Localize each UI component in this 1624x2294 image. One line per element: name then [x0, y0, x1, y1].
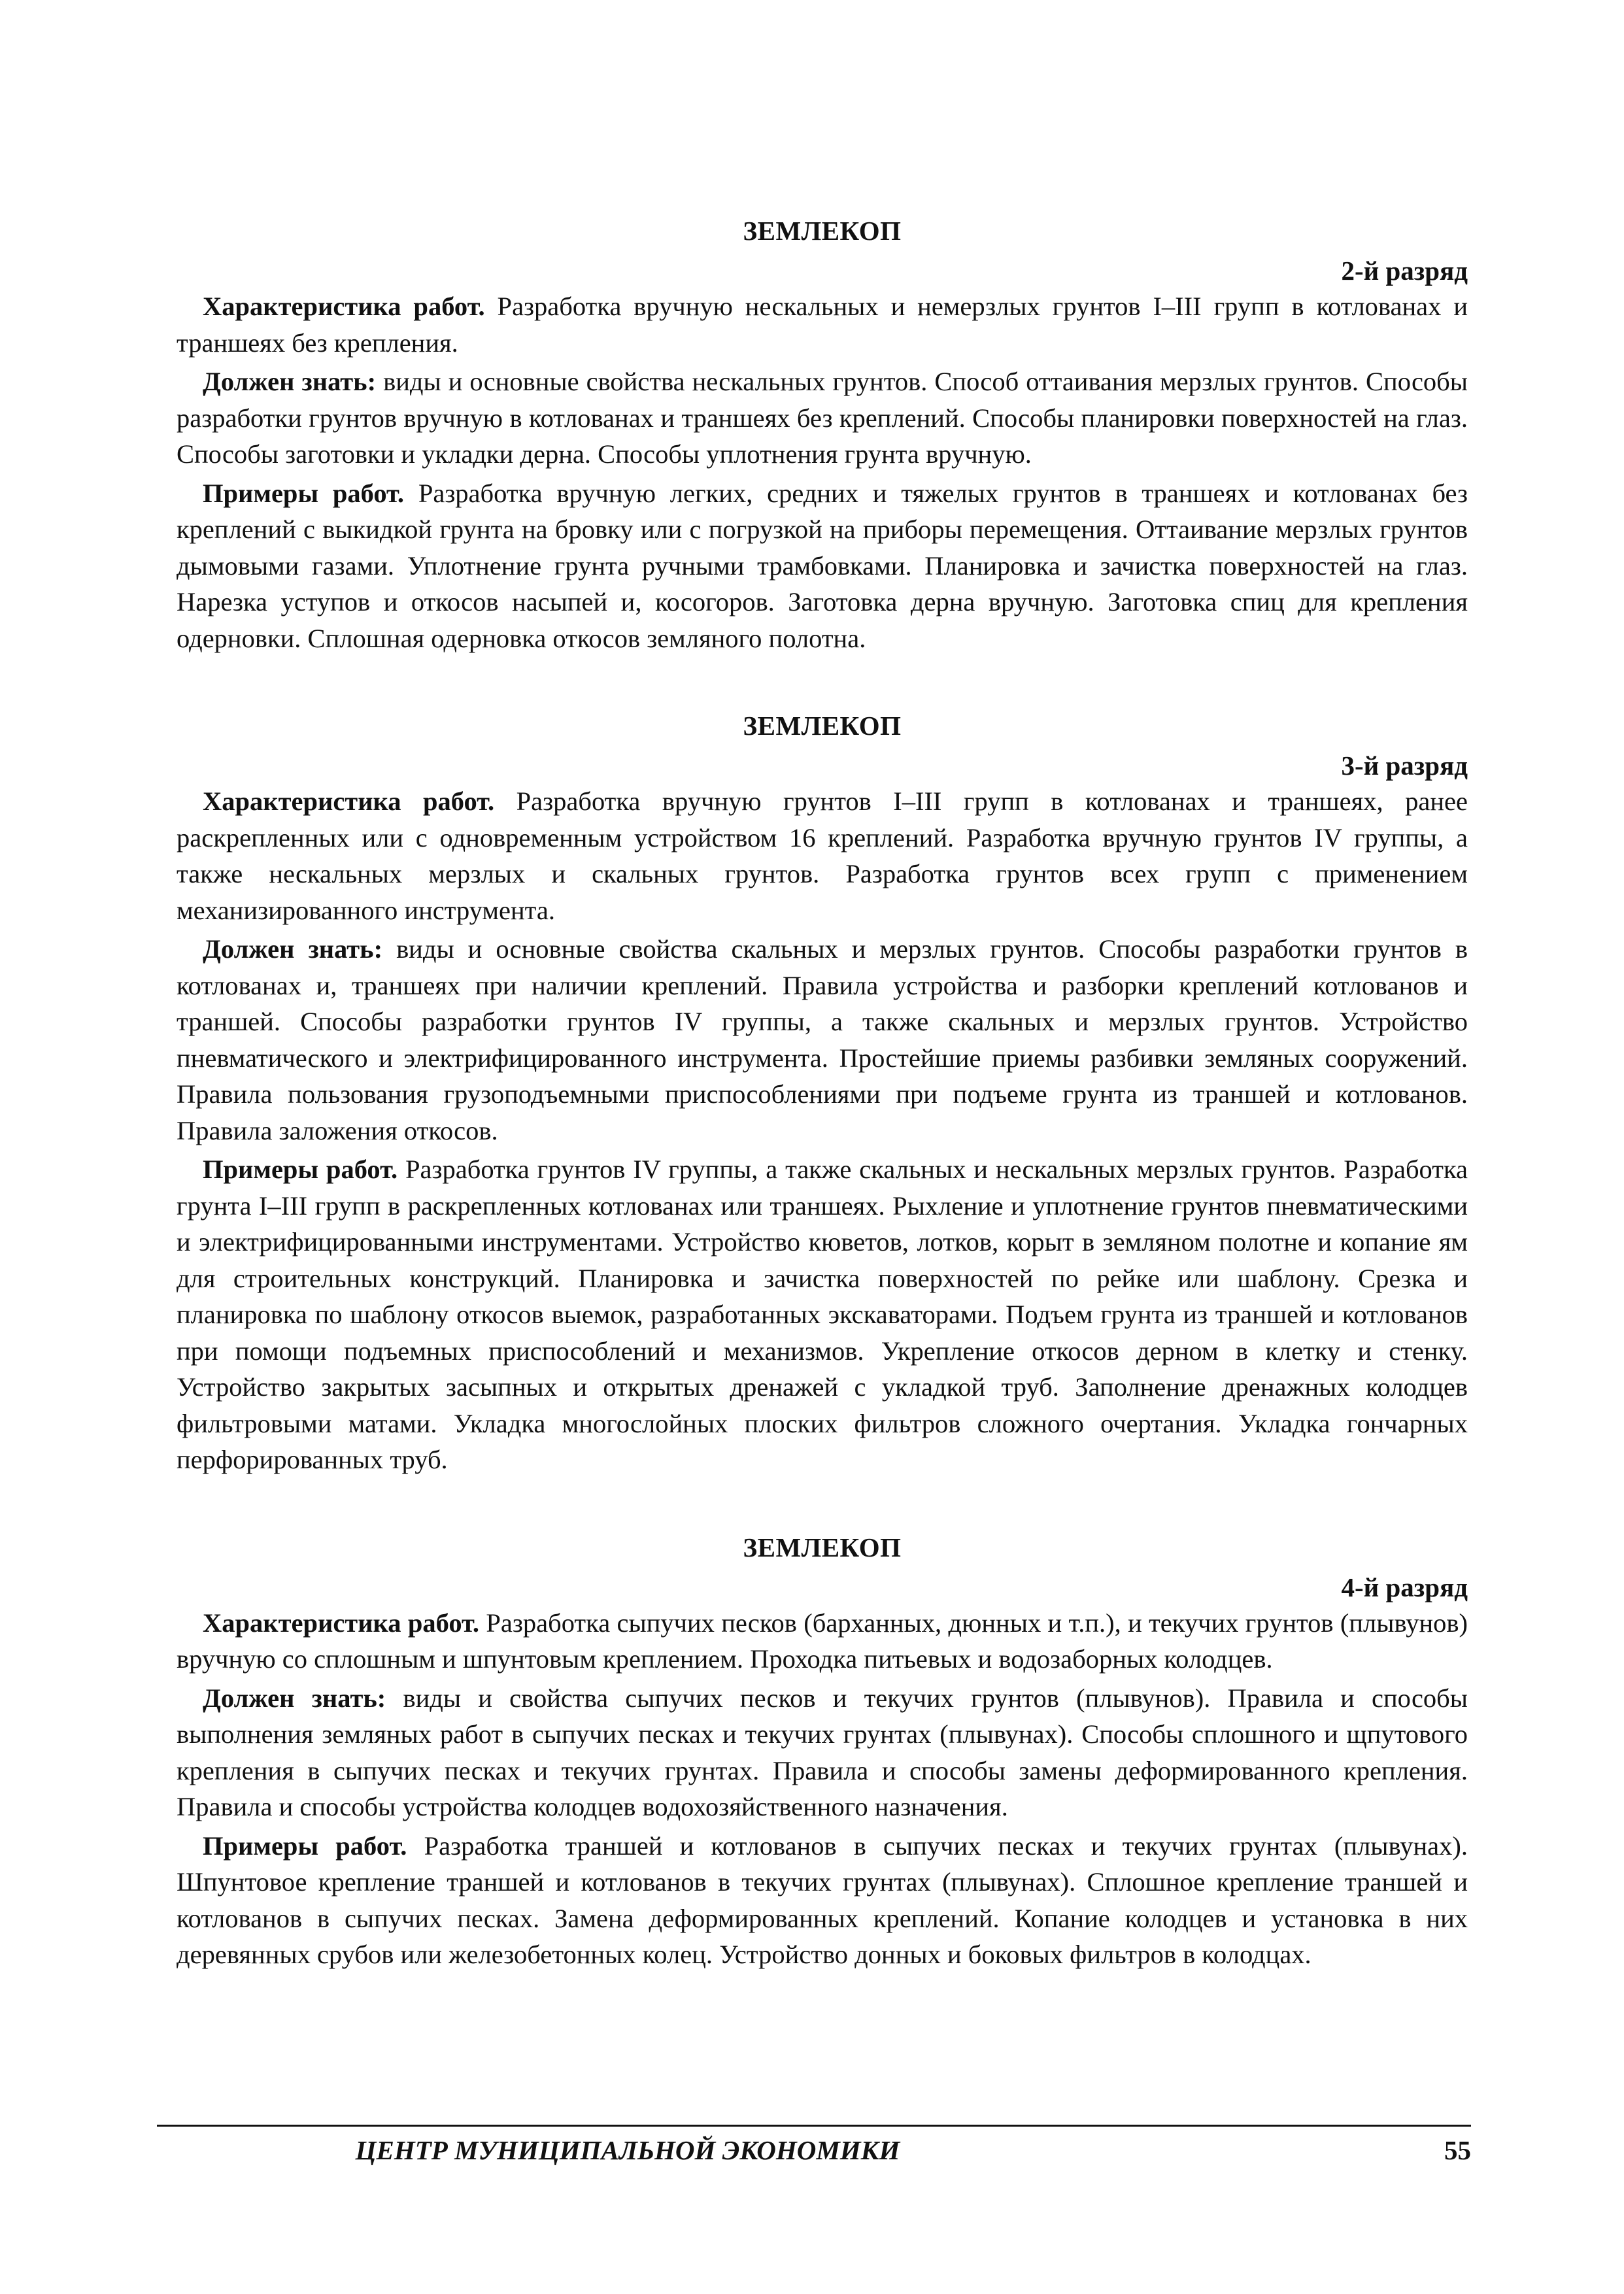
- paragraph-work-examples: [177, 475, 1468, 657]
- paragraph-text: виды и основные свойства нескальных грунтов. Способ оттаивания мерзлых грунтов. Способы разработки грунтов вручную в котлованах и траншеях без креплений. Способы планировки поверхностей на глаз. Способы заготовки и укладки дерна. Способы уплотнения грунта вручную.: [177, 367, 1468, 469]
- paragraph-text: Разработка грунтов IV группы, а также скальных и нескальных мерзлых грунтов. Разработка грунта I–III групп в раскрепленных котлованах или траншеях. Рыхление и уплотнение грунтов пневматическими и электрифицированными инструментами. Устройство кюветов, лотков, корыт в земляном полотне и копание ям для строительных конструкций. Планировка и зачистка поверхностей по рейке или шаблону. Срезка и планировка по шаблону откосов выемок, разработанных экскаваторами. Подъем грунта из траншей и котлованов при помощи подъемных приспособлений и механизмов. Укрепление откосов дерном в клетку и стенку. Устройство закрытых засыпных и открытых дренажей с укладкой труб. Заполнение дренажных колодцев фильтровыми матами. Укладка многослойных плоских фильтров сложного очертания. Укладка гончарных перфорированных труб.: [177, 1155, 1468, 1474]
- paragraph-characteristics: [177, 288, 1468, 361]
- footer-title: ЦЕНТР МУНИЦИПАЛЬНОЙ ЭКОНОМИКИ: [355, 2135, 900, 2165]
- paragraph-work-examples: [177, 1828, 1468, 1973]
- paragraph-lead: Примеры работ.: [203, 1830, 407, 1861]
- paragraph-lead: Должен знать:: [203, 367, 377, 396]
- section-grade-3: [177, 707, 1468, 1478]
- paragraph-characteristics: [177, 783, 1468, 928]
- section-grade-2: [177, 212, 1468, 656]
- paragraph-lead: Должен знать:: [203, 1683, 386, 1713]
- paragraph-text: Разработка траншей и котлованов в сыпучих песках и текучих грунтах (плывунах). Шпунтовое крепление траншей и котлованов в текучих грунтах (плывунах). Сплошное крепление траншей и котлованов в сыпучих песках. Замена деформированных креплений. Копание колодцев и установка в них деревянных срубов или железобетонных колец. Устройство донных и боковых фильтров в колодцах.: [177, 1830, 1468, 1969]
- paragraph-text: виды и свойства сыпучих песков и текучих грунтов (плывунов). Правила и способы выполнения земляных работ в сыпучих песках и текучих грунтах (плывунах). Способы сплошного и щпутового крепления в сыпучих песках и текучих грунтах. Правила и способы замены деформированного крепления. Правила и способы устройства колодцев водохозяйственного назначения.: [177, 1683, 1468, 1821]
- paragraph-text: Разработка вручную легких, средних и тяжелых грунтов в траншеях и котлованах без креплений с выкидкой грунта на бровку или с погрузкой на приборы перемещения. Оттаивание мерзлых грунтов дымовыми газами. Уплотнение грунта ручными трамбовками. Планировка и зачистка поверхностей на глаз. Нарезка уступов и откосов насыпей и, косогоров. Заготовка дерна вручную. Заготовка спиц для крепления одерновки. Сплошная одерновка откосов земляного полотна.: [177, 478, 1468, 653]
- paragraph-lead: Характеристика работ.: [203, 1608, 480, 1638]
- paragraph-must-know: [177, 931, 1468, 1149]
- paragraph-must-know: [177, 363, 1468, 473]
- section-grade-4: [177, 1529, 1468, 1973]
- paragraph-lead: Примеры работ.: [203, 478, 405, 508]
- grade-label: 2-й разряд: [1341, 256, 1468, 286]
- document-body: [177, 212, 1468, 1976]
- paragraph-text: Разработка вручную грунтов I–III групп в котлованах и траншеях, ранее раскрепленных или с одновременным устройством 16 креплений. Разработка вручную грунтов IV группы, а также нескальных мерзлых и скальных грунтов. Разработка грунтов всех групп с применением механизированного инструмента.: [177, 786, 1468, 925]
- paragraph-lead: Должен знать:: [203, 934, 383, 964]
- section-title: ЗЕМЛЕКОП: [743, 216, 902, 246]
- section-title: ЗЕМЛЕКОП: [743, 711, 902, 741]
- paragraph-text: Разработка вручную нескальных и немерзлых грунтов I–III групп в котлованах и траншеях без крепления.: [177, 292, 1468, 358]
- section-title: ЗЕМЛЕКОП: [743, 1532, 902, 1562]
- page-number: 55: [1444, 2135, 1471, 2165]
- paragraph-work-examples: [177, 1151, 1468, 1478]
- paragraph-text: виды и основные свойства скальных и мерзлых грунтов. Способы разработки грунтов в котлованах и, траншеях при наличии креплений. Правила устройства и разборки креплений котлованов и траншей. Способы разработки грунтов IV группы, а также скальных и мерзлых грунтов. Устройство пневматического и электрифицированного инструмента. Простейшие приемы разбивки земляных сооружений. Правила пользования грузоподъемными приспособлениями при подъеме грунта из траншей и котлованов. Правила заложения откосов.: [177, 934, 1468, 1145]
- paragraph-must-know: [177, 1680, 1468, 1825]
- paragraph-characteristics: [177, 1605, 1468, 1678]
- grade-label: 4-й разряд: [1341, 1572, 1468, 1602]
- footer-divider: [157, 2125, 1471, 2127]
- grade-label: 3-й разряд: [1341, 751, 1468, 781]
- paragraph-lead: Характеристика работ.: [203, 786, 495, 816]
- paragraph-lead: Примеры работ.: [203, 1155, 398, 1184]
- paragraph-lead: Характеристика работ.: [203, 292, 485, 321]
- paragraph-text: Разработка сыпучих песков (барханных, дюнных и т.п.), и текучих грунтов (плывунов) вручную со сплошным и шпунтовым креплением. Проходка питьевых и водозаборных колодцев.: [177, 1608, 1468, 1674]
